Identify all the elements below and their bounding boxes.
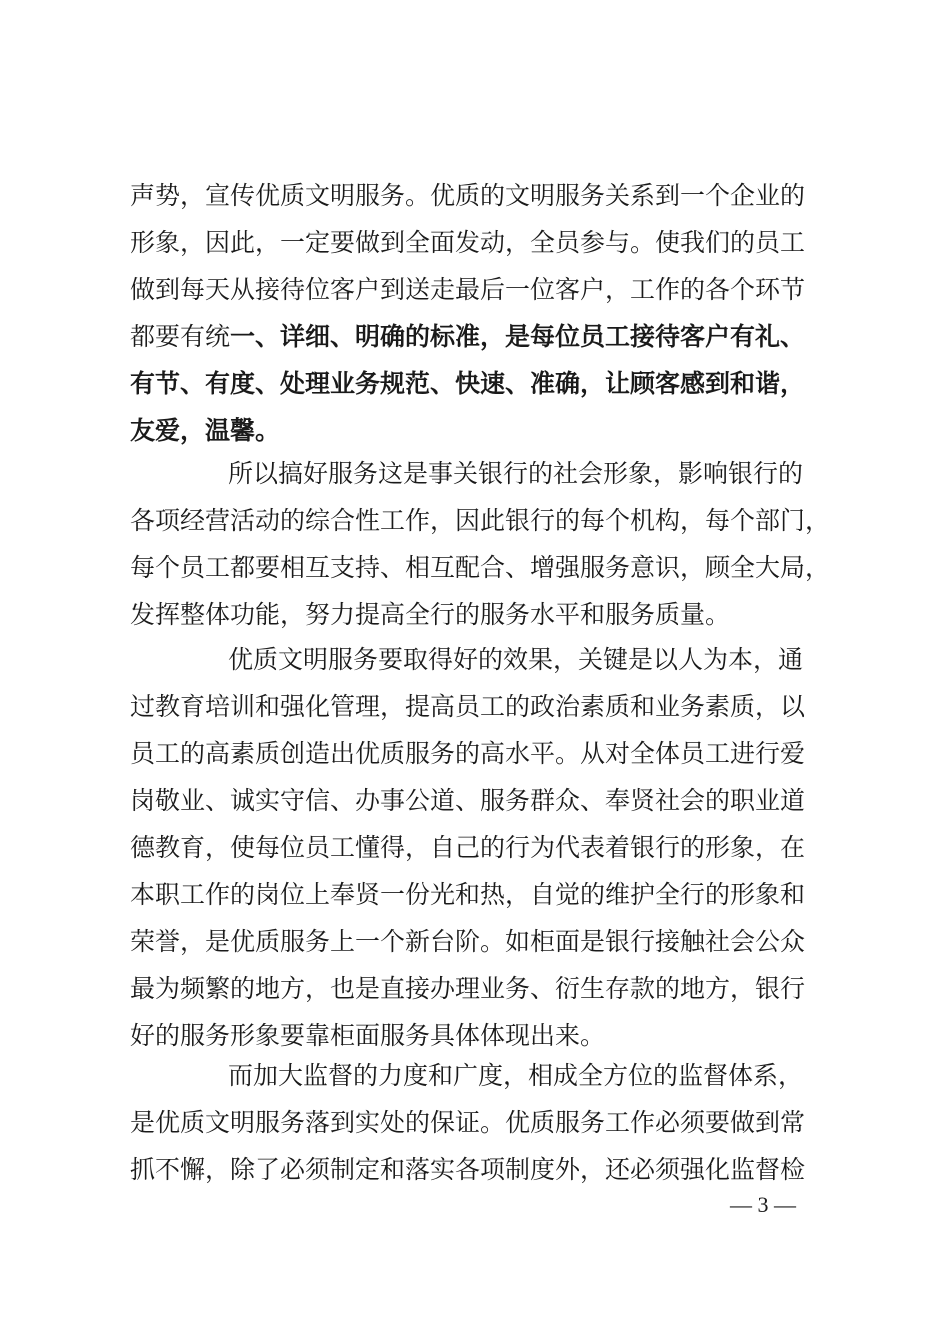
paragraph-3-line-3: 员工的高素质创造出优质服务的高水平。从对全体员工进行爱 (130, 739, 806, 768)
paragraph-4 (130, 1052, 820, 1193)
paragraph-2-line-1: 所以搞好服务这是事关银行的社会形象，影响银行的 (228, 459, 804, 488)
paragraph-1-line-3: 做到每天从接待位客户到送走最后一位客户，工作的各个环节 (130, 275, 806, 304)
paragraph-4-line-1: 而加大监督的力度和广度，相成全方位的监督体系， (228, 1061, 804, 1090)
paragraph-1-line-4 (130, 313, 820, 360)
paragraph-2-line-3: 每个员工都要相互支持、相互配合、增强服务意识，顾全大局， (130, 553, 831, 582)
page-number: — 3 — (730, 1192, 796, 1217)
paragraph-3-line-8: 最为频繁的地方，也是直接办理业务、衍生存款的地方，银行 (130, 974, 806, 1003)
paragraph-1-line-1: 声势，宣传优质文明服务。优质的文明服务关系到一个企业的 (130, 181, 806, 210)
paragraph-3-line-2: 过教育培训和强化管理，提高员工的政治素质和业务素质，以 (130, 692, 806, 721)
paragraph-1-line-4-plain: 都要有统 (130, 322, 231, 351)
paragraph-3-line-9: 好的服务形象要靠柜面服务具体体现出来。 (130, 1021, 606, 1050)
paragraph-3-line-4: 岗敬业、诚实守信、办事公道、服务群众、奉贤社会的职业道 (130, 786, 806, 815)
paragraph-4-line-2: 是优质文明服务落到实处的保证。优质服务工作必须要做到常 (130, 1108, 806, 1137)
paragraph-1-line-2: 形象，因此，一定要做到全面发动，全员参与。使我们的员工 (130, 228, 806, 257)
paragraph-1-line-6: 友爱，温馨。 (130, 416, 281, 445)
paragraph-4-line-3: 抓不懈，除了必须制定和落实各项制度外，还必须强化监督检 (130, 1155, 806, 1184)
paragraph-3 (130, 636, 820, 1059)
paragraph-1-line-5: 有节、有度、处理业务规范、快速、准确，让顾客感到和谐， (130, 369, 806, 398)
paragraph-3-line-7: 荣誉，是优质服务上一个新台阶。如柜面是银行接触社会公众 (130, 927, 806, 956)
paragraph-1 (130, 172, 820, 454)
paragraph-2-line-4: 发挥整体功能，努力提高全行的服务水平和服务质量。 (130, 600, 731, 629)
paragraph-2 (130, 450, 831, 638)
paragraph-2-line-2: 各项经营活动的综合性工作，因此银行的每个机构，每个部门， (130, 506, 831, 535)
paragraph-1-line-4-bold: 一、详细、明确的标准，是每位员工接待客户有礼、 (230, 322, 806, 351)
paragraph-3-line-1: 优质文明服务要取得好的效果，关键是以人为本，通 (228, 645, 804, 674)
paragraph-3-line-5: 德教育，使每位员工懂得，自己的行为代表着银行的形象，在 (130, 833, 806, 862)
paragraph-3-line-6: 本职工作的岗位上奉贤一份光和热，自觉的维护全行的形象和 (130, 880, 806, 909)
